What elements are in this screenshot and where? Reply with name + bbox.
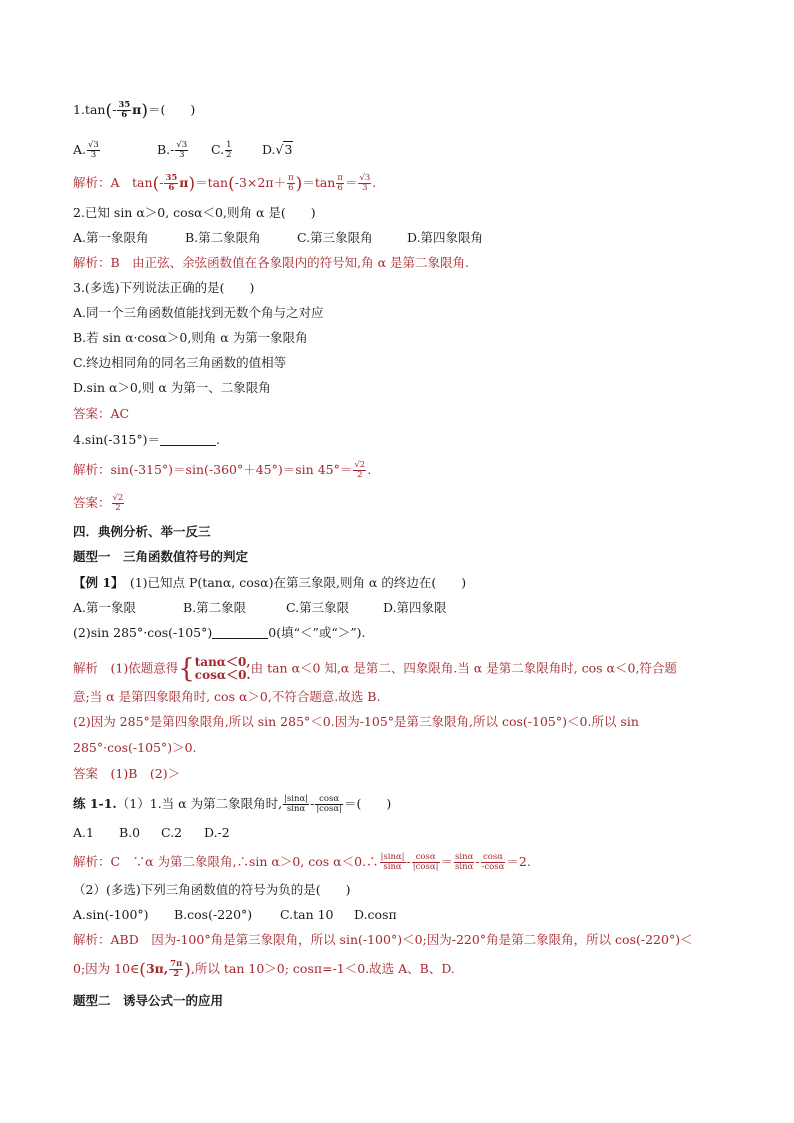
pr1-option-c: C.2 (161, 825, 183, 840)
pr1-option-b: B.0 (119, 825, 141, 840)
q3-option-d: D.sin α＞0,则 α 为第一、二象限角 (73, 380, 271, 395)
ex1-part2: (2)sin 285°·cos(-105°) 0(填“＜”或“＞”). (73, 625, 366, 640)
q2-option-c: C.第三象限角 (297, 230, 373, 245)
type2-heading: 题型二 诱导公式一的应用 (73, 993, 224, 1008)
pr1-option2-b: B.cos(-220°) (174, 907, 253, 922)
q1-stem: 1.tan(- $\frac{35}{6}$ π)＝( ) (73, 100, 196, 121)
q4-stem: 4.sin(-315°)＝ . (73, 432, 220, 447)
q2-option-d: D.第四象限角 (407, 230, 484, 245)
q2-option-b: B.第二象限角 (185, 230, 261, 245)
q1-option-d: D.√3 (261, 142, 293, 157)
pr1-part1: 练 1-1.（1）1.当 α 为第二象限角时, $\frac{|\sin\alpha|}{\sin\alpha}$ - $\frac{\cos\alpha}{|\cos\alpha|}$ ＝( ) (73, 794, 392, 814)
ex1-solution-line2: 意;当 α 是第四象限角时, cos α＞0,不符合题意.故选 B. (73, 689, 381, 704)
ex1-part1: 【例 1】 (1)已知点 P(tanα, cosα)在第三象限,则角 α 的终边在( ) (73, 575, 467, 590)
sqrt-icon: √ (275, 142, 284, 157)
q2-option-a: A.第一象限角 (73, 230, 149, 245)
ex1-option-b: B.第二象限 (183, 600, 247, 615)
pr1-options2 (73, 907, 397, 923)
q3-option-a: A.同一个三角函数值能找到无数个角与之对应 (73, 305, 324, 320)
section-title: 四．典例分析、举一反三 (73, 524, 211, 539)
q1-options (73, 141, 293, 160)
pr1-option-a: A.1 (73, 825, 94, 840)
ex1-option-d: D.第四象限 (383, 600, 447, 615)
pr1-solution2-line2: 0;因为 10∈(3π, $\frac{7\pi}{2}$ ),所以 tan 10＞0; cosπ=-1＜0.故选 A、B、D. (73, 959, 455, 980)
q3-option-b: B.若 sin α·cosα＞0,则角 α 为第一象限角 (73, 330, 308, 345)
ex1-solution-line4: 285°·cos(-105°)＞0. (73, 740, 197, 755)
ex1-solution-line3: (2)因为 285°是第四象限角,所以 sin 285°＜0.因为-105°是第三象限角,所以 cos(-105°)＜0.所以 sin (73, 714, 639, 729)
ex1-solution-line1: 解析 (1)依题意得{ tanα＜0, cosα＜0. 由 tan α＜0 知,α 是第二、四象限角.当 α 是第二象限角时, cos α＜0,符合题 (73, 654, 677, 684)
pr1-part2: （2）(多选)下列三角函数值的符号为负的是( ) (73, 882, 351, 897)
q1-solution: 解析：A tan(- $\frac{35}{6}$ π)＝tan(-3×2π＋ $\frac{\pi}{6}$ )＝tan $\frac{\pi}{6}$ ＝ $\frac{√3}{3}$ . (73, 173, 377, 194)
q2-stem: 2.已知 sin α＞0, cosα＜0,则角 α 是( ) (73, 205, 316, 220)
q1-option-c: C. $\frac{1}{2}$ (210, 140, 232, 160)
answer-blank (212, 626, 268, 639)
q3-answer: 答案：AC (73, 406, 130, 421)
pr1-options (73, 825, 230, 841)
ex1-options (73, 600, 447, 616)
pr1-option-d: D.-2 (204, 825, 230, 840)
q4-answer: 答案： $\frac{√2}{2}$ (73, 493, 124, 513)
ex1-option-c: C.第三象限 (286, 600, 350, 615)
brace-icon: { (178, 654, 195, 684)
pr1-solution2-line1: 解析：ABD 因为-100°角是第三象限角，所以 sin(-100°)＜0;因为-220°角是第二象限角，所以 cos(-220°)＜ (73, 932, 693, 947)
pr1-option2-a: A.sin(-100°) (73, 907, 149, 922)
pr1-option2-c: C.tan 10 (280, 907, 334, 922)
left-paren: ( (105, 101, 113, 121)
fraction: $\frac{35}{6}$ (118, 100, 131, 120)
right-paren: ) (141, 101, 148, 121)
pr1-label: 练 1-1. (73, 796, 117, 811)
q1-option-a: A. $\frac{√3}{3}$ (73, 140, 99, 160)
pr1-option2-d: D.cosπ (354, 907, 397, 922)
q3-option-c: C.终边相同角的同名三角函数的值相等 (73, 355, 287, 370)
q4-solution: 解析：sin(-315°)＝sin(-360°＋45°)＝sin 45°＝ $\frac{√2}{2}$ . (73, 460, 372, 480)
answer-blank (160, 433, 216, 446)
q1-option-b: B.- $\frac{√3}{3}$ (156, 140, 188, 160)
type1-heading: 题型一 三角函数值符号的判定 (73, 549, 249, 564)
q3-stem: 3.(多选)下列说法正确的是( ) (73, 280, 255, 295)
q2-options (73, 230, 483, 246)
ex1-answer: 答案 (1)B (2)＞ (73, 766, 181, 781)
q2-solution: 解析：B 由正弦、余弦函数值在各象限内的符号知,角 α 是第二象限角. (73, 255, 470, 270)
ex1-option-a: A.第一象限 (73, 600, 137, 615)
equation-system: tanα＜0, cosα＜0. (194, 655, 251, 682)
ex1-label: 【例 1】 (73, 575, 118, 590)
pr1-solution: 解析：C ∵α 为第二象限角,∴sin α＞0, cos α＜0.∴ $\frac{|\sin\alpha|}{\sin\alpha}$ - $\frac{\cos\alpha}{|\cos\alpha|}$ ＝ $\frac{\sin\alpha}{\sin\alpha}$ - $\frac{\cos\alpha}{-\cos\alpha}$ ＝2. (73, 852, 531, 872)
